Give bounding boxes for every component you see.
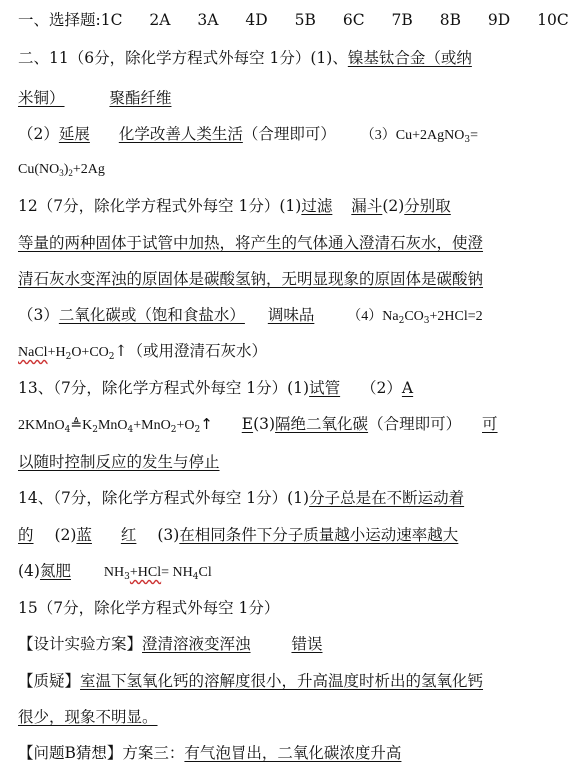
q12-line-2 <box>18 233 483 253</box>
subscript: 3 <box>423 316 430 326</box>
mc-answer: 1C <box>100 11 123 29</box>
q13-answer-4: 隔绝二氧化碳 <box>275 415 369 433</box>
q12-answer-3-cont: 等量的两种固体于试管中加热，将产生的气体通入澄清石灰水，使澄 <box>18 234 484 252</box>
q14-answer-5: 氮肥 <box>39 562 71 580</box>
subscript: 2 <box>68 168 73 178</box>
q15-header: 15（7分，除化学方程式外每空 1分） <box>18 599 280 617</box>
q12-answer-3: 分别取 <box>404 197 451 215</box>
mc-answer: 3A <box>197 11 219 29</box>
q15-line-1 <box>18 598 279 618</box>
subscript: 2 <box>398 316 405 326</box>
q14-answer-2: 蓝 <box>76 526 92 544</box>
q14-answer-4: 在相同条件下分子质量越小运动速率越大 <box>179 526 459 544</box>
q12-equation-part: O+CO <box>71 345 109 360</box>
q12-answer-3-cont: 清石灰水变浑浊的原固体是碳酸氢钠，无明显现象的原固体是碳酸钠 <box>18 270 484 288</box>
q13-equation-part: +MnO <box>133 418 171 433</box>
subscript: 4 <box>64 425 71 435</box>
q13-line-2 <box>18 414 498 440</box>
q12-line-4 <box>18 305 483 331</box>
q13-part-3-label: (3) <box>253 415 276 433</box>
q15-label-design: 【设计实验方案】 <box>18 635 143 653</box>
q11-answer-1: 镍基钛合金（或纳 <box>347 49 472 67</box>
q14-answer-1: 分子总是在不断运动着 <box>309 489 465 507</box>
mc-answer: 7B <box>391 11 413 29</box>
q15-answer-3-cont: 很少，现象不明显。 <box>18 708 158 726</box>
q12-part-3-label: （3） <box>18 306 59 324</box>
q11-formula-text: Cu(NO <box>18 162 60 177</box>
subscript: 4 <box>192 572 199 582</box>
q14-equation-part: +HCl <box>129 565 162 580</box>
q12-answer-4: 二氧化碳或（饱和食盐水） <box>58 306 245 324</box>
q15-answer-1: 澄清溶液变浑浊 <box>142 635 251 653</box>
q13-equation-part: ≜K <box>70 418 93 433</box>
subscript: 3 <box>124 572 130 582</box>
q14-line-3 <box>18 561 212 587</box>
q11-answer-4: 化学改善人类生活 <box>118 125 243 143</box>
equals-sign: = <box>470 128 479 143</box>
q14-part-3-label: (3) <box>157 526 180 544</box>
q13-equation-part: +O <box>176 418 195 433</box>
q15-answer-3: 室温下氢氧化钙的溶解度很小，升高温度时析出的氢氧化钙 <box>80 672 484 690</box>
q11-formula-text: ) <box>63 162 69 177</box>
q14-answer-1-cont: 的 <box>18 526 34 544</box>
subscript: 3 <box>59 168 64 178</box>
mc-answer: 6C <box>342 11 365 29</box>
q13-note: （合理即可） <box>368 415 462 433</box>
q15-line-5 <box>18 743 401 763</box>
q12-line-3 <box>18 269 483 289</box>
q12-line-1 <box>18 196 451 216</box>
q12-equation-part: （4）Na <box>347 309 399 324</box>
q14-line-2 <box>18 525 458 545</box>
mc-prefix: 一、选择题: <box>18 11 101 29</box>
q14-header: 14、（7分，除化学方程式外每空 1分）(1) <box>18 489 310 507</box>
q14-equation-part: Cl <box>198 565 212 580</box>
mc-answers-line <box>18 10 569 30</box>
subscript: 3 <box>464 135 471 145</box>
q11-line-3 <box>18 124 478 150</box>
q15-line-4 <box>18 707 158 727</box>
mc-answer: 4D <box>245 11 268 29</box>
mc-answer: 2A <box>149 11 171 29</box>
q11-line-2 <box>18 88 171 108</box>
q12-answer-1: 过滤 <box>301 197 333 215</box>
subscript: 4 <box>127 425 134 435</box>
q14-part-4-label: (4) <box>18 562 40 580</box>
q13-answer-5: 可 <box>482 415 498 433</box>
q11-answer-2: 聚酯纤维 <box>109 89 172 107</box>
q12-equation-part: +H <box>47 345 66 360</box>
subscript: 2 <box>108 352 115 362</box>
q15-label-hypothesis: 【问题B猜想】 <box>18 744 123 762</box>
q11-header: 二、11（6分，除化学方程式外每空 1分）(1)、 <box>18 49 348 67</box>
subscript: 2 <box>92 425 98 435</box>
q13-answer-1: 试管 <box>309 379 341 397</box>
q12-equation-part: CO <box>404 309 424 324</box>
q14-line-1 <box>18 488 464 508</box>
q13-answer-5-cont: 以随时控制反应的发生与停止 <box>18 453 220 471</box>
subscript: 2 <box>65 352 72 362</box>
q12-part-2-label: (2) <box>382 197 405 215</box>
q13-header: 13、（7分，除化学方程式外每空 1分）(1) <box>18 379 310 397</box>
q14-part-2-label: (2) <box>54 526 77 544</box>
q15-answer-4: 有气泡冒出，二氧化碳浓度升高 <box>184 744 402 762</box>
q13-part-2-label: （2） <box>361 379 402 397</box>
q15-line-3 <box>18 671 483 691</box>
subscript: 2 <box>194 425 201 435</box>
q12-answer-5: 调味品 <box>267 306 315 324</box>
q14-answer-3: 红 <box>120 526 137 544</box>
subscript: 2 <box>170 425 177 435</box>
q15-line-2 <box>18 634 322 654</box>
q15-plan-label: 方案三： <box>122 744 185 762</box>
q13-equation-part: ↑ <box>200 415 213 433</box>
q13-equation-part: MnO <box>97 418 128 433</box>
q11-line-1 <box>18 48 472 68</box>
q11-line-4 <box>18 160 105 183</box>
q15-label-doubt: 【质疑】 <box>18 672 81 690</box>
q13-line-3 <box>18 452 220 472</box>
q12-header: 12（7分，除化学方程式外每空 1分）(1) <box>18 197 302 215</box>
q13-equation-part: 2KMnO <box>18 418 65 433</box>
q12-equation-part: NaCl <box>18 345 48 360</box>
q13-answer-2: A <box>401 379 414 397</box>
q12-line-5 <box>18 341 267 367</box>
q12-equation-part: +2HCl=2 <box>429 309 483 324</box>
q11-equation-part: （3）Cu+2AgNO <box>360 128 465 143</box>
q11-answer-1-cont: 米铜） <box>18 89 65 107</box>
q12-answer-2: 漏斗 <box>351 197 383 215</box>
q11-part-2-label: （2） <box>18 125 59 143</box>
mc-answer: 5B <box>294 11 316 29</box>
q11-note: （合理即可） <box>242 125 336 143</box>
mc-answer: 10C <box>537 11 569 29</box>
mc-answer: 8B <box>439 11 461 29</box>
q11-formula-text: +2Ag <box>72 162 105 177</box>
q14-equation-part: = NH <box>161 565 193 580</box>
q15-answer-2: 错误 <box>291 635 323 653</box>
q13-answer-3: E <box>241 415 254 433</box>
q12-equation-note: ↑（或用澄清石灰水） <box>114 342 268 360</box>
q14-equation-part: NH <box>103 565 125 580</box>
q11-answer-3: 延展 <box>58 125 90 143</box>
mc-answer: 9D <box>487 11 511 29</box>
q13-line-1 <box>18 378 413 398</box>
